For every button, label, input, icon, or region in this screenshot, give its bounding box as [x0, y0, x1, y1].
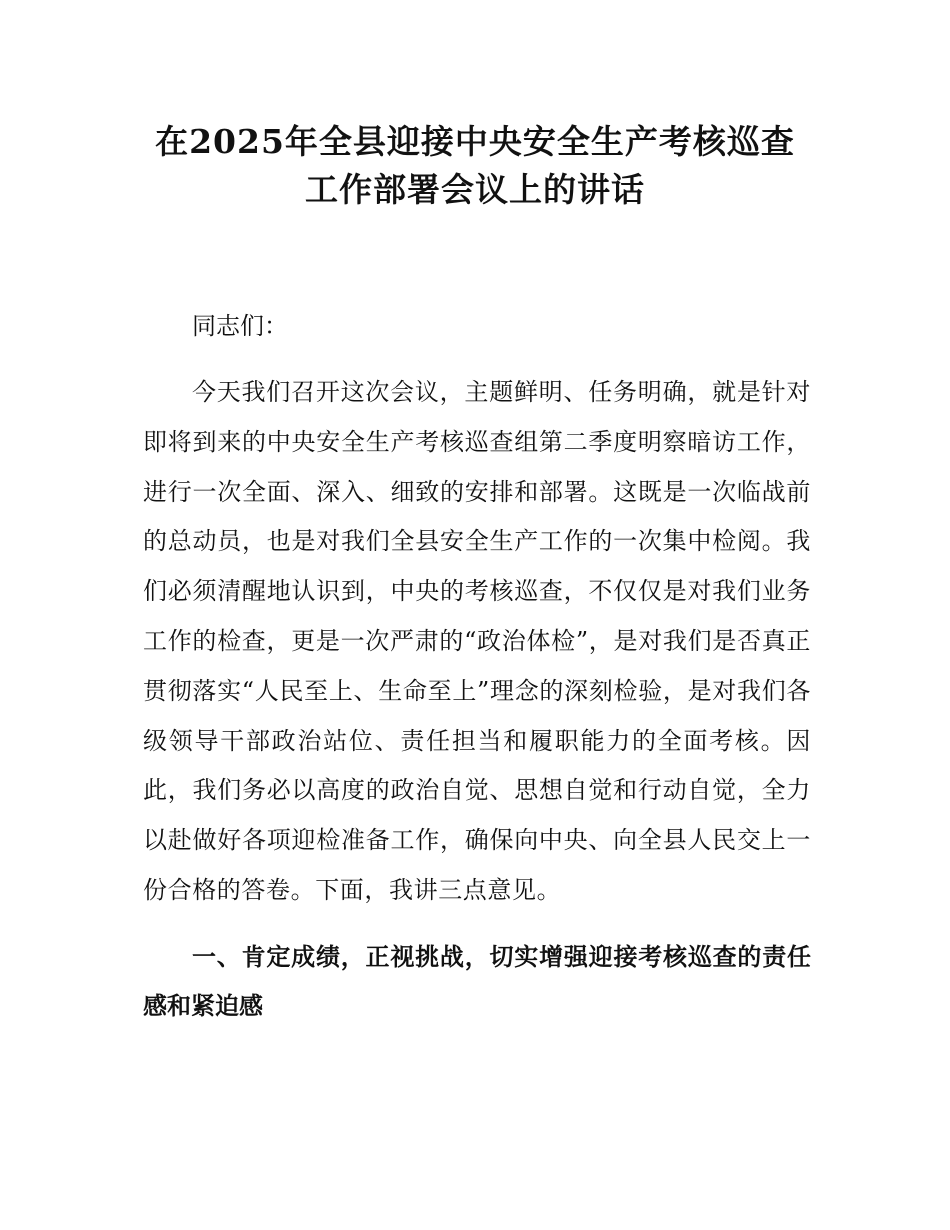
salutation: 同志们： [192, 312, 288, 340]
section-heading: 一、肯定成绩，正视挑战，切实增强迎接考核巡查的责任感和紧迫感 [143, 943, 811, 1020]
body-paragraph: 今天我们召开这次会议，主题鲜明、任务明确，就是针对即将到来的中央安全生产考核巡查组第二季度明察暗访工作，进行一次全面、深入、细致的安排和部署。这既是一次临战前的总动员，也是对我们全县安全生产工作的一次集中检阅。我们必须清醒地认识到，中央的考核巡查，不仅仅是对我们业务工作的检查，更是一次严肃的“政治体检”，是对我们是否真正贯彻落实“人民至上、生命至上”理念的深刻检验，是对我们各级领导干部政治站位、责任担当和履职能力的全面考核。因此，我们务必以高度的政治自觉、思想自觉和行动自觉，全力以赴做好各项迎检准备工作，确保向中央、向全县人民交上一份合格的答卷。下面，我讲三点意见。 [143, 378, 811, 904]
document-title: 在2025年全县迎接中央安全生产考核巡查工作部署会议上的讲话 [155, 122, 795, 209]
